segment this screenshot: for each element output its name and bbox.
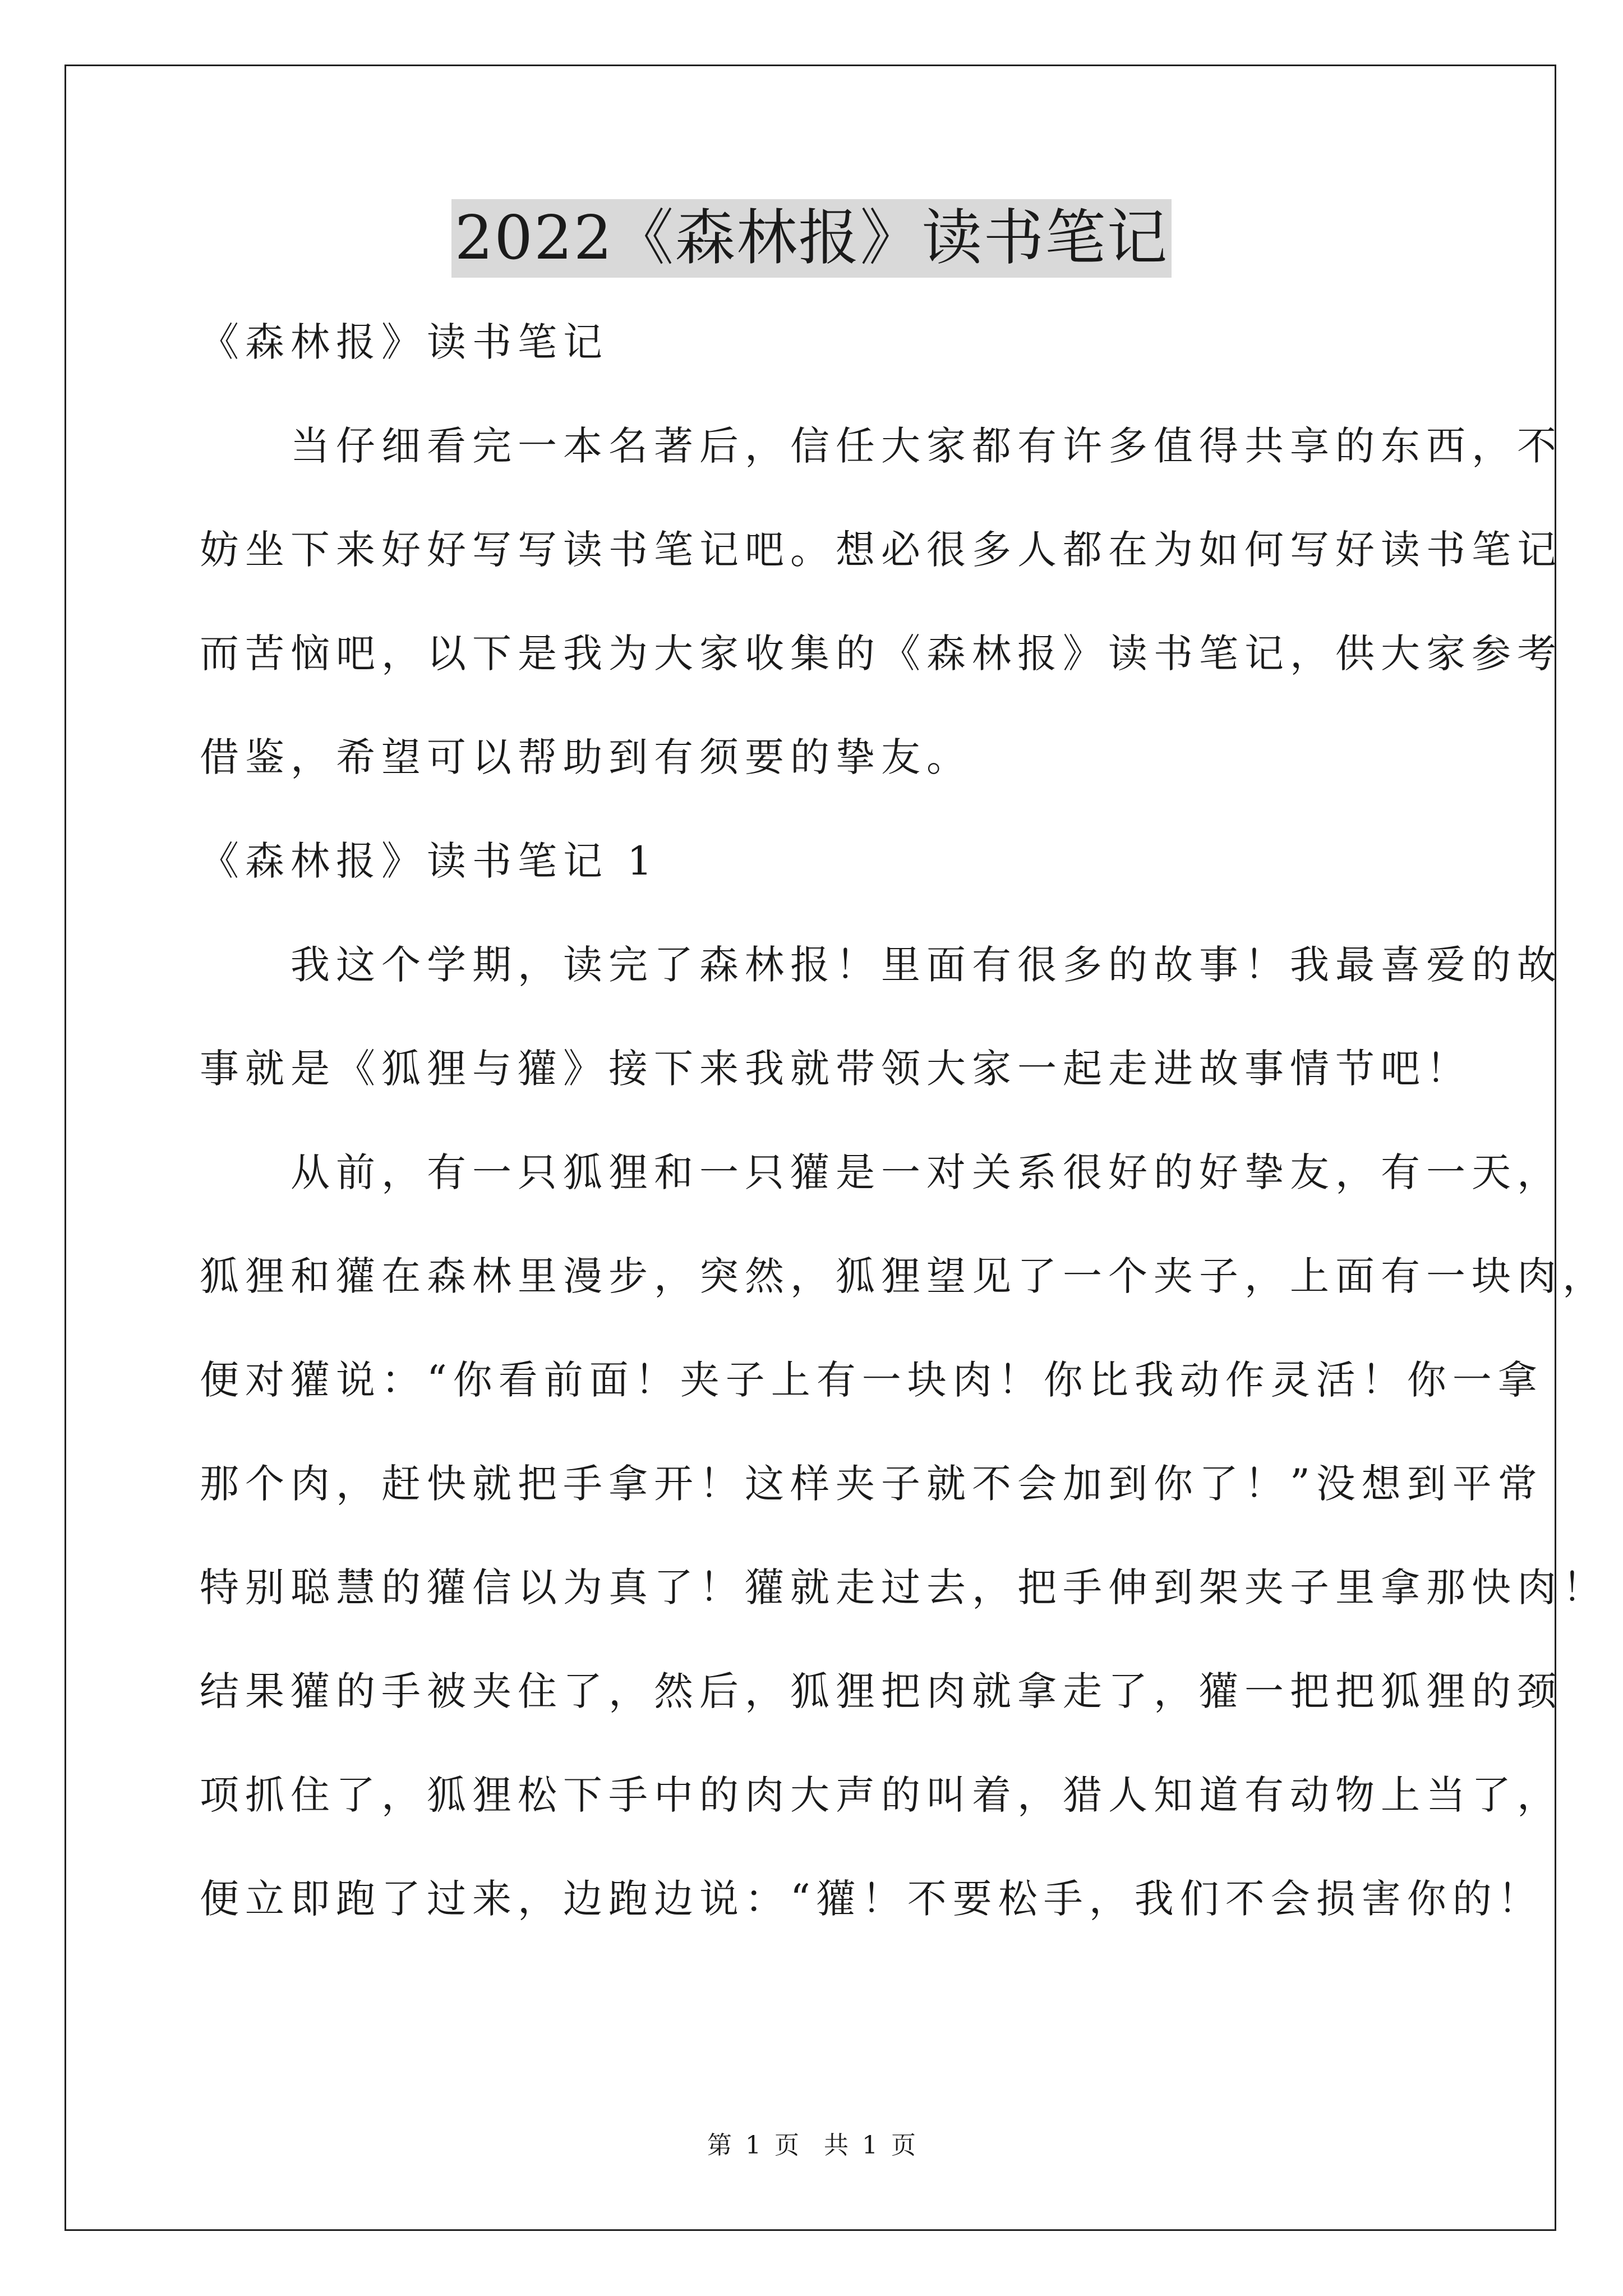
page-total: 共 1 页 [824, 2131, 916, 2160]
paragraph-line: 项抓住了，狐狸松下手中的肉大声的叫着，猎人知道有动物上当了， [200, 1772, 1562, 1818]
paragraph-line: 那个肉，赶快就把手拿开！这样夹子就不会加到你了！”没想到平常 [200, 1461, 1543, 1507]
paragraph-line: 从前，有一只狐狸和一只獾是一对关系很好的好挚友，有一天， [200, 1149, 1562, 1195]
paragraph-line: 而苦恼吧，以下是我为大家收集的《森林报》读书笔记，供大家参考 [200, 631, 1562, 677]
paragraph-line: 结果獾的手被夹住了，然后，狐狸把肉就拿走了，獾一把把狐狸的颈 [200, 1668, 1562, 1714]
paragraph-line: 狐狸和獾在森林里漫步，突然，狐狸望见了一个夹子，上面有一块肉， [200, 1253, 1608, 1299]
page-number: 第 1 页 [707, 2131, 799, 2160]
paragraph-line: 我这个学期，读完了森林报！里面有很多的故事！我最喜爱的故 [200, 942, 1562, 988]
paragraph-line: 事就是《狐狸与獾》接下来我就带领大家一起走进故事情节吧！ [200, 1046, 1472, 1092]
paragraph-line: 借鉴，希望可以帮助到有须要的挚友。 [200, 734, 972, 780]
paragraph-line: 妨坐下来好好写写读书笔记吧。想必很多人都在为如何写好读书笔记 [200, 527, 1562, 573]
title-container [0, 199, 1623, 278]
document-title: 2022《森林报》读书笔记 [451, 199, 1172, 278]
paragraph-line: 当仔细看完一本名著后，信任大家都有许多值得共享的东西，不 [200, 423, 1562, 469]
section-heading: 《森林报》读书笔记 1 [200, 838, 658, 884]
section-heading: 《森林报》读书笔记 [200, 319, 608, 365]
page-footer [0, 2129, 1623, 2162]
paragraph-line: 便立即跑了过来，边跑边说：“獾！不要松手，我们不会损害你的！ [200, 1876, 1543, 1922]
paragraph-line: 便对獾说：“你看前面！夹子上有一块肉！你比我动作灵活！你一拿 [200, 1357, 1543, 1403]
paragraph-line: 特别聪慧的獾信以为真了！獾就走过去，把手伸到架夹子里拿那快肉！ [200, 1565, 1608, 1611]
